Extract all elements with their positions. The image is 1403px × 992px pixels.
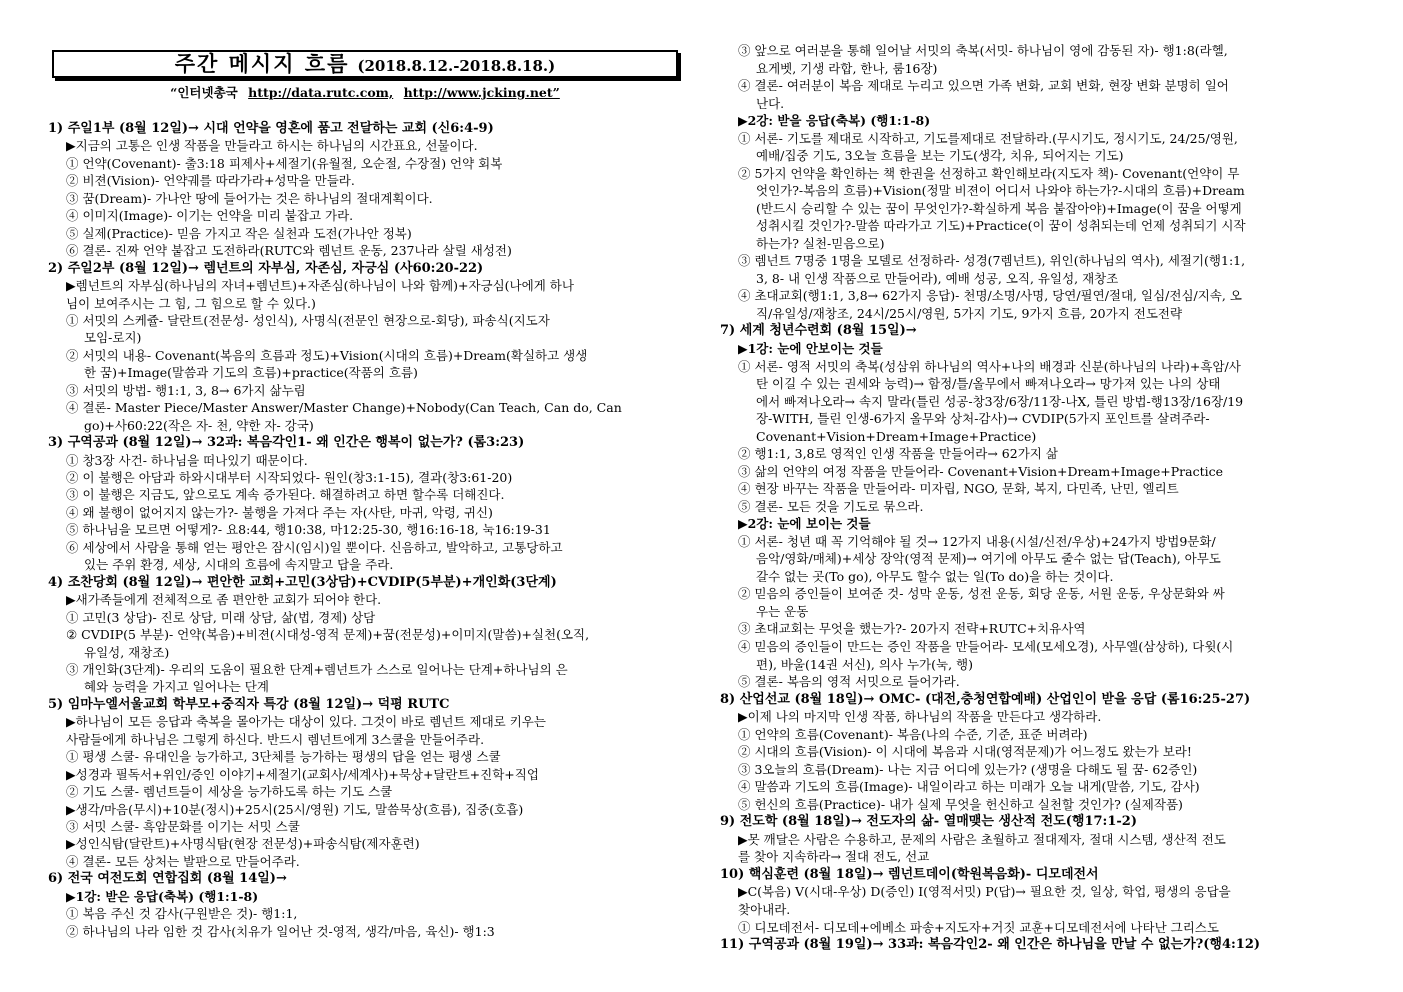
text-line: (반드시 승리할 수 있는 꿈이 무엇인가?-확실하게 복음 붙잡아야)+Image(이 꿈을 어떻게 — [756, 200, 1242, 216]
text-line: ② 하나님의 나라 임한 것 감사(치유가 일어난 것-영적, 생각/마음, 육신)- 행1:3 — [66, 923, 495, 939]
text-line: ▶새가족들에게 전체적으로 좀 편안한 교회가 되어야 한다. — [66, 592, 382, 608]
text-line: 탄 이길 수 있는 권세와 능력)→ 함정/틀/올무에서 빠져나오라→ 망가져 있는 나의 상태 — [756, 376, 1221, 392]
text-line: 하는가? 실천-믿음으로) — [756, 235, 885, 251]
text-line: ① 평생 스쿨- 유대인을 능가하고, 3단체를 능가하는 평생의 답을 얻는 평생 스쿨 — [66, 749, 501, 765]
text-line: ③ 초대교회는 무엇을 했는가?- 20가지 전략+RUTC+치유사역 — [738, 621, 1086, 637]
text-line: ▶성인식탐(달란트)+사명식탐(현장 전문성)+파송식탐(제자훈련) — [66, 836, 420, 852]
text-line: ③ 렘넌트 7명중 1명을 모델로 선정하라- 성경(7렘넌트), 위인(하나님의 역사), 세절기(행1:1, — [738, 253, 1246, 269]
text-line: 를 찾아 지속하라→ 절대 전도, 선교 — [738, 849, 930, 865]
text-line: ▶하나님이 모든 응답과 축복을 몰아가는 대상이 있다. 그것이 바로 렘넌트 제대로 키우는 — [66, 714, 546, 730]
section-heading: 7) 세계 청년수련회 (8월 15일)→ — [720, 323, 917, 339]
text-line: ▶2강: 눈에 보이는 것들 — [738, 516, 871, 532]
text-line: 성취시킬 것인가?-말씀 따라가고 기도)+Practice(이 꿈이 성취되는데 언제 성취되기 시작 — [756, 218, 1246, 234]
section-heading: 2) 주일2부 (8월 12일)→ 렘넌트의 자부심, 자존심, 자긍심 (사60:20-22) — [48, 260, 484, 276]
text-line: ▶1강: 받은 응답(축복) (행1:1-8) — [66, 888, 259, 904]
text-line: ② 믿음의 증인들이 보여준 것- 성막 운동, 성전 운동, 회당 운동, 서원 운동, 우상문화와 싸 — [738, 586, 1225, 602]
text-line: 직/유일성/재창조, 24시/25시/영원, 5가지 기도, 9가지 흐름, 20가지 전도전략 — [756, 305, 1183, 321]
text-line: 있는 주위 환경, 세상, 시대의 흐름에 속지말고 답을 주라. — [84, 557, 394, 573]
text-line: 찾아내라. — [738, 901, 791, 917]
text-line: ② 이 불행은 아담과 하와시대부터 시작되었다- 원인(창3:1-15), 결과(창3:61-20) — [66, 470, 513, 485]
text-line: go)+사60:22(작은 자- 천, 약한 자- 강국) — [84, 417, 314, 433]
page-title: 주간 메시지 흐름 — [174, 51, 350, 76]
text-line: ① 서론- 기도를 제대로 시작하고, 기도를제대로 전달하라.(무시기도, 정시기도, 24/25/영원, — [738, 130, 1238, 146]
text-line: ▶1강: 눈에 안보이는 것들 — [738, 341, 883, 356]
text-line: ④ 왜 불행이 없어지지 않는가?- 불행을 가져다 주는 자(사탄, 마귀, 악령, 귀신) — [66, 504, 493, 520]
text-line: ④ 결론- 모든 상처는 발판으로 만들어주라. — [66, 853, 300, 869]
text-line: ▶못 깨달은 사람은 수용하고, 문제의 사람은 초월하고 절대제자, 절대 시스템, 생산적 전도 — [738, 831, 1226, 847]
text-line: ① 서밋의 스케쥴- 달란트(전문성- 성인식), 사명식(전문인 현장으로-회당), 파송식(지도자 — [66, 312, 550, 328]
title-box — [52, 50, 678, 78]
text-line: ② CVDIP(5 부분)- 언약(복음)+비젼(시대성-영적 문제)+꿈(전문성)+이미지(말씀)+실천(오직, — [66, 627, 590, 643]
text-line: 에서 빠져나오라→ 속지 말라(틀린 성공-창3장/6장/11장-나X, 틀린 방법-행13장/16장/19 — [756, 393, 1244, 409]
text-line: 요게벳, 기생 라합, 한나, 룸16장) — [756, 60, 938, 76]
text-line: 유일성, 재창조) — [84, 644, 170, 660]
section-heading: 4) 조찬당회 (8월 12일)→ 편안한 교회+고민(3상담)+CVDIP(5부분)+개인화(3단계) — [48, 574, 557, 590]
url-link-1[interactable]: http://data.rutc.com, — [248, 85, 394, 100]
text-line: ④ 초대교회(행1:1, 3,8→ 62가지 응답)- 천명/소명/사명, 당연/필연/절대, 일심/전심/지속, 오 — [738, 288, 1242, 304]
text-line: ② 행1:1, 3,8로 영적인 인생 작품을 만들어라→ 62가지 삶 — [738, 446, 1058, 462]
text-line: ③ 3오늘의 흐름(Dream)- 나는 지금 어디에 있는가? (생명을 다해도 될 꿈- 62증인) — [738, 761, 1198, 777]
text-line: 모임-로지) — [84, 330, 142, 346]
text-line: ③ 앞으로 여러분을 통해 일어날 서밋의 축복(서밋- 하나님이 영에 감동된 자)- 행1:8(라헬, — [738, 43, 1228, 58]
text-line: 우는 운동 — [756, 603, 809, 619]
text-line: ① 고민(3 상담)- 진로 상담, 미래 상담, 삶(법, 경제) 상담 — [66, 609, 376, 625]
text-line: ④ 결론- 여러분이 복음 제대로 누리고 있으면 가족 변화, 교회 변화, 현장 변화 분명히 일어 — [738, 78, 1229, 94]
text-line: ① 언약(Covenant)- 출3:18 피제사+세절기(유월절, 오순절, 수장절) 언약 회복 — [66, 155, 503, 171]
text-line: ③ 삶의 언약의 여정 작품을 만들어라- Covenant+Vision+Dream+Image+Practice — [738, 463, 1224, 479]
text-line: ⑥ 세상에서 사람을 통해 얻는 평안은 잠시(임시)일 뿐이다. 신음하고, 발악하고, 고통당하고 — [66, 539, 563, 555]
section-heading: 11) 구역공과 (8월 19일)→ 33과: 복음각인2- 왜 인간은 하나님을 만날 수 없는가?(행4:12) — [720, 937, 1261, 953]
url-link-2[interactable]: http://www.jcking.net” — [403, 85, 560, 100]
text-line: 3, 8- 내 인생 작품으로 만들어라), 예배 성공, 오직, 유일성, 재창조 — [756, 270, 1119, 286]
section-heading: 10) 핵심훈련 (8월 18일)→ 렘넌트데이(학원복음화)- 디모데전서 — [720, 866, 1099, 882]
text-line: ① 서론- 영적 서밋의 축복(성삼위 하나님의 역사+나의 배경과 신분(하나님의 나라)+흑암/사 — [738, 358, 1241, 374]
text-line: ④ 말씀과 기도의 흐름(Image)- 내일이라고 하는 미래가 오늘 내게(말씀, 기도, 감사) — [738, 779, 1200, 795]
text-line: ④ 결론- Master Piece/Master Answer/Master Change)+Nobody(Can Teach, Can do, Can — [66, 400, 622, 416]
text-line: ⑤ 헌신의 흐름(Practice)- 내가 실제 무엇을 헌신하고 실천할 것인가? (실제작품) — [738, 796, 1183, 812]
text-line: ③ 꿈(Dream)- 가나안 땅에 들어가는 것은 하나님의 절대계획이다. — [66, 190, 433, 206]
text-line: ▶이제 나의 마지막 인생 작품, 하나님의 작품을 만든다고 생각하라. — [738, 709, 1102, 725]
text-line: ① 복음 주신 것 감사(구원받은 것)- 행1:1, — [66, 906, 298, 922]
text-line: 사람들에게 하나님은 그렇게 하신다. 반드시 렘넌트에게 3스쿨을 만들어주라. — [66, 731, 485, 747]
text-line: ① 디모데전서- 디모데+에베소 파송+지도자+거짓 교훈+디모데전서에 나타난 그리스도 — [738, 919, 1219, 935]
text-line: ▶C(복음) V(시대-우상) D(증인) I(영적서밋) P(답)→ 필요한 것, 일상, 학업, 평생의 응답을 — [738, 884, 1231, 900]
text-line: 엇인가?-복음의 흐름)+Vision(정말 비젼이 어디서 나와야 하는가?-시대의 흐름)+Dream — [756, 183, 1245, 199]
text-line: 예배/집중 기도, 3오늘 흐름을 보는 기도(생각, 치유, 되어지는 기도) — [756, 148, 1124, 164]
source-line — [52, 83, 678, 101]
text-line: ▶렘넌트의 자부심(하나님의 자녀+렘넌트)+자존심(하나님이 나와 함께)+자긍심(나에게 하나 — [66, 278, 574, 294]
text-line: ④ 이미지(Image)- 이기는 언약을 미리 붙잡고 가라. — [66, 208, 354, 224]
text-line: ③ 개인화(3단계)- 우리의 도움이 필요한 단계+렘넌트가 스스로 일어나는 단계+하나님의 은 — [66, 661, 568, 677]
text-line: ④ 믿음의 증인들이 만드는 증인 작품을 만들어라- 모세(모세오경), 사무엘(삼상하), 다윗(시 — [738, 639, 1234, 655]
text-line: 한 꿈)+Image(말씀과 기도의 흐름)+practice(작품의 흐름) — [84, 365, 418, 381]
section-heading: 1) 주일1부 (8월 12일)→ 시대 언약을 영혼에 품고 전달하는 교회 (신6:4-9) — [48, 121, 494, 136]
text-line: 님이 보여주시는 그 힘, 그 힘으로 할 수 있다.) — [66, 295, 316, 311]
text-line: 갈수 없는 곳(To go), 아무도 할수 없는 일(To do)을 하는 것이다. — [756, 568, 1114, 584]
text-line: ② 비젼(Vision)- 언약궤를 따라가라+성막을 만들라. — [66, 173, 355, 189]
text-line: ② 기도 스쿨- 렘넌트들이 세상을 능가하도록 하는 기도 스쿨 — [66, 784, 393, 800]
section-heading: 5) 임마누엘서울교회 학부모+중직자 특강 (8월 12일)→ 덕평 RUTC — [48, 696, 450, 712]
text-line: ② 5가지 언약을 확인하는 책 한권을 선정하고 확인해보라(지도자 책)- Covenant(언약이 무 — [738, 165, 1240, 181]
text-line: ▶생각/마음(무시)+10분(정시)+25시(25시/영원) 기도, 말씀묵상(흐름), 집중(호흡) — [66, 801, 524, 817]
text-line: ▶지금의 고통은 인생 작품을 만들라고 하시는 하나님의 시간표요, 선물이다. — [66, 138, 478, 154]
text-line: ⑤ 결론- 복음의 영적 서밋으로 들어가라. — [738, 674, 960, 690]
text-line: ② 서밋의 내용- Covenant(복음의 흐름과 정도)+Vision(시대의 흐름)+Dream(확실하고 생생 — [66, 347, 588, 363]
section-heading: 6) 전국 여전도회 연합집회 (8월 14일)→ — [48, 871, 287, 887]
section-heading: 9) 전도학 (8월 18일)→ 전도자의 삶- 열매맺는 생산적 전도(행17:1-2) — [720, 814, 1137, 830]
text-line: ⑤ 실제(Practice)- 믿음 가지고 작은 실천과 도전(가나안 정복) — [66, 225, 412, 241]
text-line: 편), 바울(14권 서신), 의사 누가(눅, 행) — [756, 656, 973, 672]
text-line: 장-WITH, 틀린 인생-6가지 올무와 상처-감사)→ CVDIP(5가지 포인트를 살려주라- — [756, 411, 1210, 427]
text-line: ③ 이 불행은 지금도, 앞으로도 계속 증가된다. 해결하려고 하면 할수록 더해진다. — [66, 487, 505, 503]
section-heading: 8) 산업선교 (8월 18일)→ OMC- (대전,충청연합예배) 산업인이 받을 응답 (롬16:25-27) — [720, 691, 1251, 707]
text-line: Covenant+Vision+Dream+Image+Practice) — [756, 428, 1037, 444]
section-heading: 3) 구역공과 (8월 12일)→ 32과: 복음각인1- 왜 인간은 행복이 없는가? (롬3:23) — [48, 435, 525, 451]
text-line: ⑤ 하나님을 모르면 어떻게?- 요8:44, 행10:38, 마12:25-30, 행16:16-18, 눅16:19-31 — [66, 522, 551, 538]
source-prefix: “인터넷총국 — [170, 85, 238, 100]
date-range: (2018.8.12.-2018.8.18.) — [357, 57, 556, 75]
text-line: ① 언약의 흐름(Covenant)- 복음(나의 수준, 기준, 표준 버려라) — [738, 726, 1088, 742]
text-line: ⑥ 결론- 진짜 언약 붙잡고 도전하라(RUTC와 렘넌트 운동, 237나라 살릴 새성전) — [66, 243, 512, 259]
text-line: ④ 현장 바꾸는 작품을 만들어라- 미자립, NGO, 문화, 복지, 다민족, 난민, 엘리트 — [738, 481, 1179, 497]
text-line: ③ 서밋 스쿨- 흑암문화를 이기는 서밋 스쿨 — [66, 819, 300, 834]
text-line: ▶2강: 받을 응답(축복) (행1:1-8) — [738, 113, 931, 129]
text-line: ⑤ 결론- 모든 것을 기도로 묶으라. — [738, 498, 924, 514]
text-line: ▶성경과 필독서+위인/증인 이야기+세절기(교회사/세계사)+묵상+달란트+진학+직업 — [66, 766, 539, 782]
text-line: ② 시대의 흐름(Vision)- 이 시대에 복음과 시대(영적문제)가 어느정도 왔는가 보라! — [738, 744, 1192, 760]
text-line: ① 서론- 청년 때 꼭 기억해야 될 것→ 12가지 내용(시설/신전/우상)+24가지 방법9문화/ — [738, 533, 1216, 549]
text-line: 혜와 능력을 가지고 일어나는 단계 — [84, 679, 269, 695]
text-line: 음악/영화/매체)+세상 장악(영적 문제)→ 여기에 아무도 줄수 없는 답(Teach), 아무도 — [756, 551, 1221, 567]
text-line: ① 창3장 사건- 하나님을 떠나있기 때문이다. — [66, 452, 308, 468]
text-line: 난다. — [756, 95, 785, 111]
text-line: ③ 서밋의 방법- 행1:1, 3, 8→ 6가지 삶누림 — [66, 382, 306, 398]
